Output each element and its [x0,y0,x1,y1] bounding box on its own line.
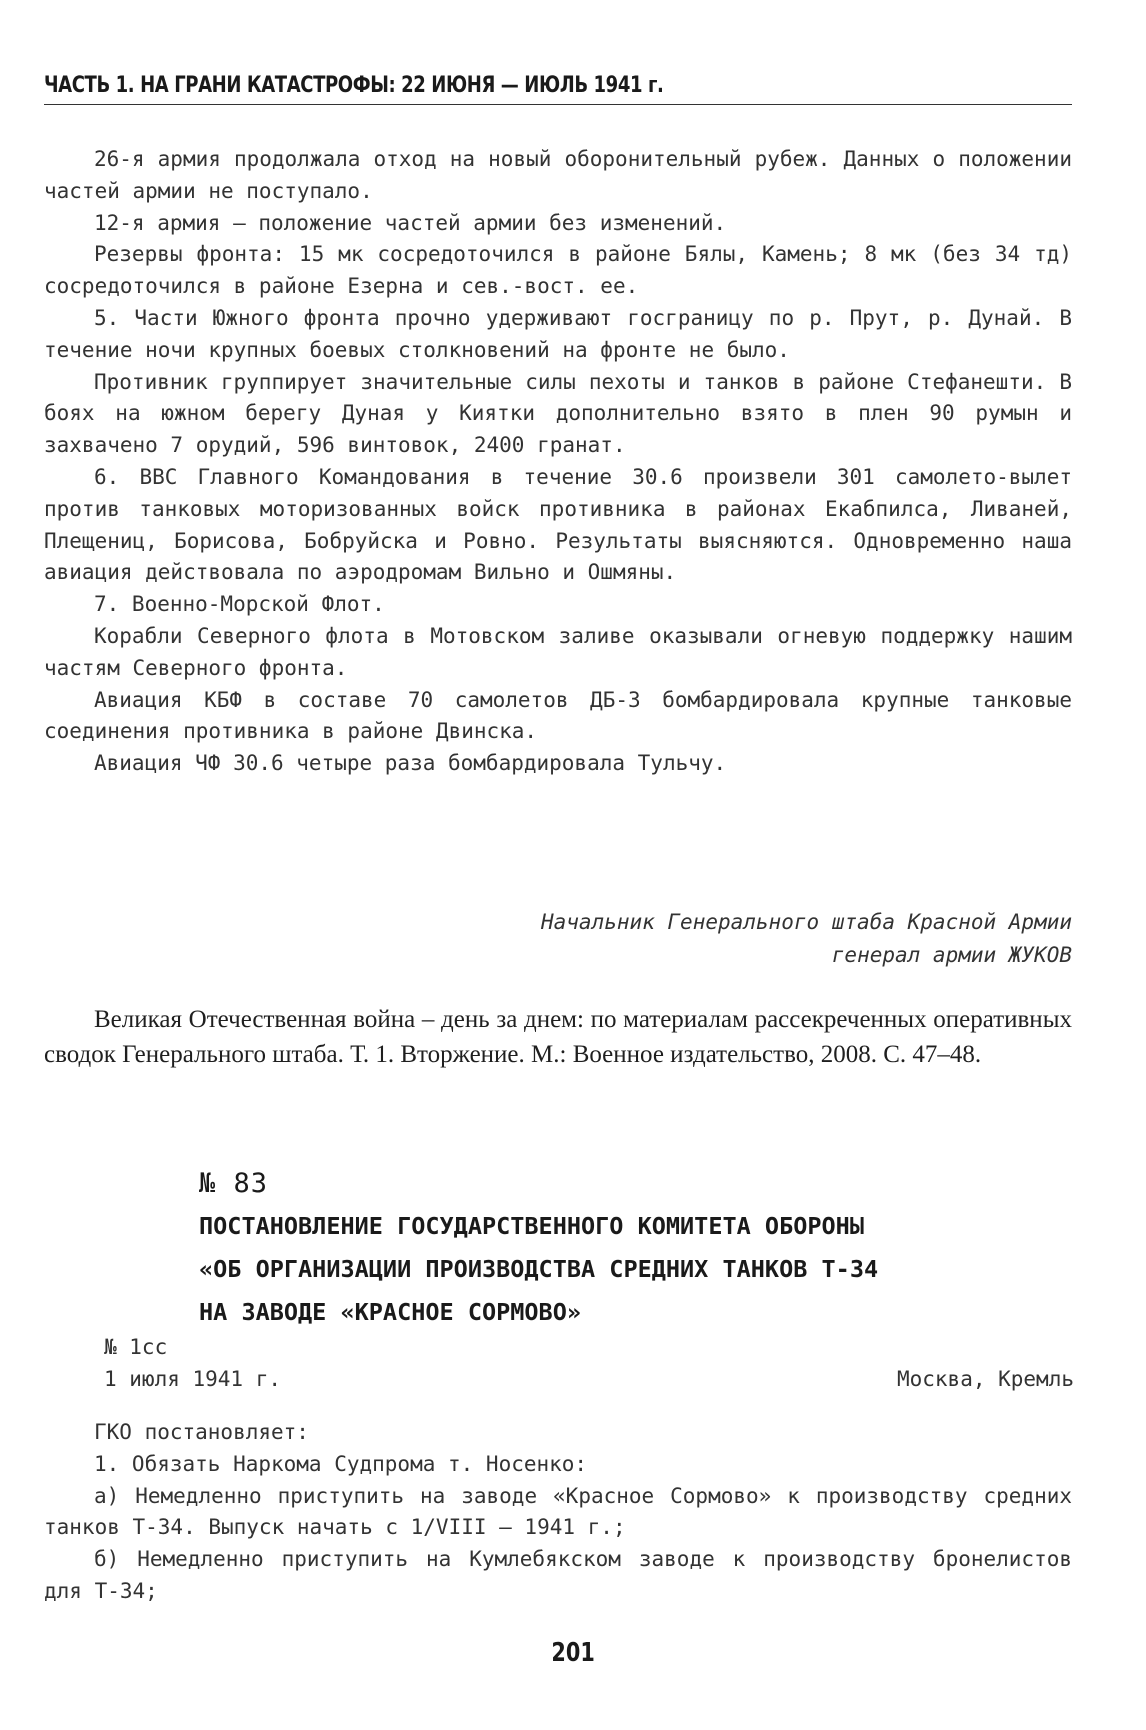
document-heading [199,1162,1079,1334]
source-note: Великая Отечественная война – день за днем: по материалам рассекреченных оперативных сводок Генерального штаба. Т. 1. Вторжение. М.: Военное издательство, 2008. С. 47–48. [44,1006,1072,1068]
document-date: 1 июля 1941 г. [104,1366,282,1391]
report-paragraph: Корабли Северного флота в Мотовском заливе оказывали огневую поддержку нашим частям Северного фронта. [44,623,1072,680]
document-paragraph: ГКО постановляет: [94,1420,309,1444]
document-title-line: ПОСТАНОВЛЕНИЕ ГОСУДАРСТВЕННОГО КОМИТЕТА ОБОРОНЫ [199,1212,864,1240]
report-paragraph: 7. Военно-Морской Флот. [94,592,385,617]
running-head [44,73,1072,105]
document-paragraph: б) Немедленно приступить на Кумлебякском заводе к производству бронелистов для Т-34; [44,1547,1072,1603]
report-paragraph: Противник группирует значительные силы пехоты и танков в районе Стефанешти. В боях на южном берегу Дуная у Киятки дополнительно взято в плен 90 румын и захвачено 7 орудий, 596 винтовок, 2400 гранат. [44,369,1072,458]
signature-title: Начальник Генерального штаба Красной Армии [540,910,1072,934]
document-paragraph: 1. Обязать Наркома Судпрома т. Носенко: [94,1451,588,1476]
page-number [0,1638,1146,1668]
document-place: Москва, Кремль [896,1367,1074,1391]
report-paragraph: Резервы фронта: 15 мк сосредоточился в районе Бялы, Камень; 8 мк (без 34 тд) сосредоточился в районе Езерна и сев.-вост. ее. [44,242,1072,299]
report-paragraph: Авиация КБФ в составе 70 самолетов ДБ-3 бомбардировала крупные танковые соединения противника в районе Двинска. [44,687,1072,744]
document-number: № 83 [199,1168,269,1199]
document-meta [104,1332,1074,1396]
report-paragraph: 26-я армия продолжала отход на новый оборонительный рубеж. Данных о положении частей армии не поступало. [44,147,1072,203]
document-text [44,1417,1072,1608]
report-paragraph: 5. Части Южного фронта прочно удерживают госграницу по р. Прут, р. Дунай. В течение ночи крупных боевых столкновений на фронте не было. [44,305,1072,362]
report-paragraph: 12-я армия – положение частей армии без изменений. [94,210,727,235]
running-title: ЧАСТЬ 1. НА ГРАНИ КАТАСТРОФЫ: 22 ИЮНЯ — ИЮЛЬ 1941 г. [44,73,664,98]
signature-name: генерал армии ЖУКОВ [831,943,1072,967]
report-paragraph: 6. ВВС Главного Командования в течение 30.6 произвели 301 самолето-вылет против танковых моторизованных войск противника в районах Екабпилса, Ливаней, Плещениц, Борисова, Бобруйска и Ровно. Результаты выясняются. Одновременно наша авиация действовала по аэродромам Вильно и Ошмяны. [44,464,1072,585]
report-paragraph: Авиация ЧФ 30.6 четыре раза бомбардировала Тульчу. [94,751,727,776]
page-number-text: 201 [551,1638,595,1668]
signature [541,906,1072,972]
report-text [44,144,1072,780]
registration-number: № 1сс [104,1335,168,1359]
document-title-line: НА ЗАВОДЕ «КРАСНОЕ СОРМОВО» [199,1298,582,1326]
document-title-line: «ОБ ОРГАНИЗАЦИИ ПРОИЗВОДСТВА СРЕДНИХ ТАНКОВ Т-34 [199,1255,879,1283]
document-paragraph: а) Немедленно приступить на заводе «Красное Сормово» к производству средних танков Т-34. Выпуск начать с 1/VIII – 1941 г.; [44,1483,1072,1540]
